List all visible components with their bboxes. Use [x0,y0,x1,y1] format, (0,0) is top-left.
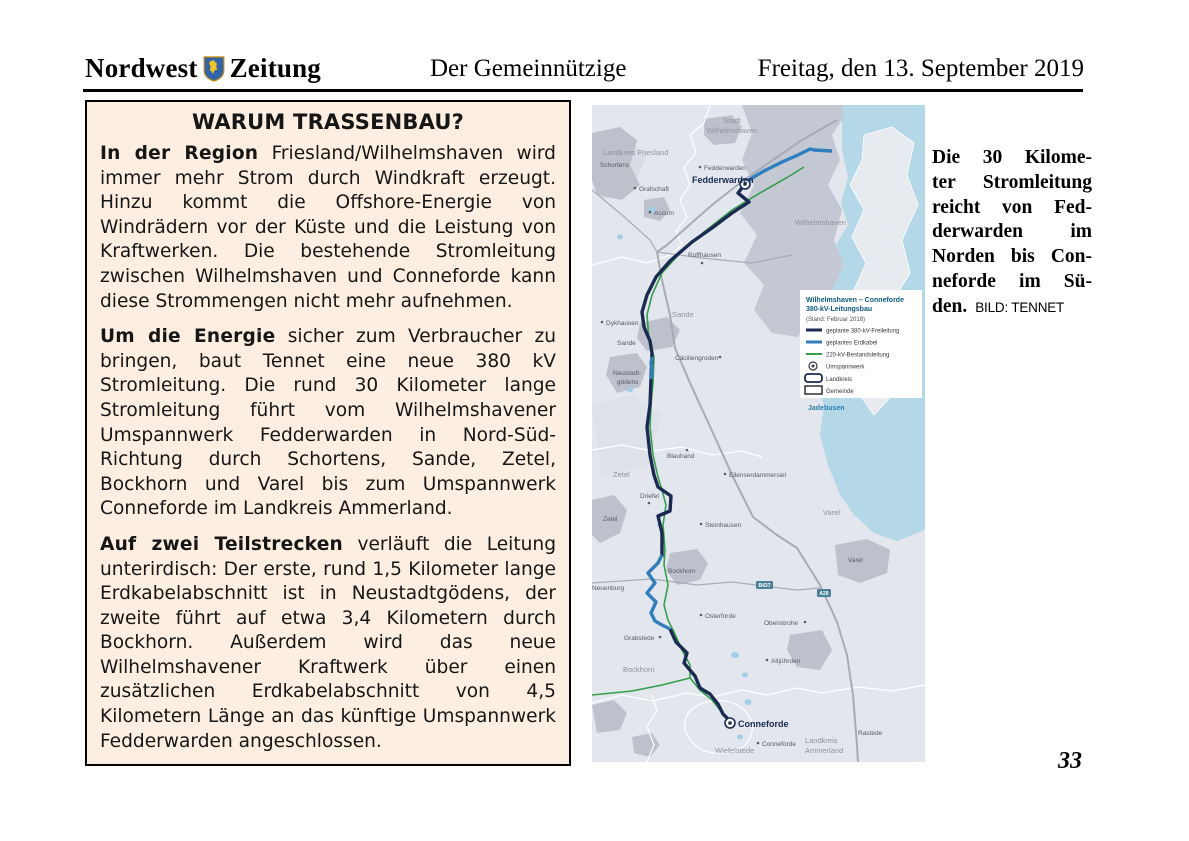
caption-line: Norden bis Con- [932,246,1092,268]
legend-landkreis-icon [805,374,822,382]
map-label-jadebusen: Jadebusen [808,405,845,412]
legend-label: geplante 380-kV-Freileitung [826,328,900,335]
map-label-blauhand: Blauhand [667,453,695,460]
brand-left: Nordwest [85,53,198,83]
caption-line: Die 30 Kilome- [932,147,1092,168]
legend-label: Umspannwerk [826,364,865,371]
map-label-sande-town: Sande [617,340,636,347]
article-paragraph [100,533,556,754]
umspannwerk-symbol-conneforde [725,718,735,728]
brand-right: Zeitung [229,53,322,83]
photo-caption [932,146,1092,321]
paragraph-text: sicher zum Verbraucher zu bringen, baut Tennet eine neue 380 kV Stromleitung. Die rund 30 Kilometer lange Stromleitung führt vom Wilhelmshavener Umspannwerk Fedderwarden in Nord-Süd-Richtung durch Schortens, Sande, Zetel, Bockhorn und Varel bis zum Umspannwerk Conneforde im Landkreis Ammerland. [100,326,557,520]
route-map [592,105,925,762]
map-label-bockhorn-town: Bockhorn [668,568,696,575]
caption-last-line [932,295,1092,321]
legend-title-line1: Wilhelmshaven – Conneforde [806,297,904,304]
map-label-accum: Accum [654,210,674,217]
legend-label: Gemeinde [826,389,854,395]
map-label-wiefelstede: Wiefelstede [715,746,755,755]
map-label-neustadtgoedens-2: gödens [617,379,639,386]
map-label-neustadtgoedens-1: Neustadt- [613,370,642,377]
masthead [85,53,1084,89]
paragraph-text: verläuft die Leitung unterirdisch: Der erste, rund 1,5 Kilometer lange Erdkabelabschnitt ist in Neustadtgödens, der zweite führt auf etwa 3,4 Kilometern durch Bockhorn. Außerdem wird das neue Wilhelmshavener Kraftwerk über einen zusätzlichen Erdkabelabschnitt von 4,5 Kilometern Länge an das künftige Umspannwerk Fedderwarden angeschlossen. [100,533,556,752]
map-label-conneforde-bold: Conneforde [738,719,789,729]
road-badge-a29 [817,589,831,597]
caption-line: ter Stromleitung [932,171,1092,193]
caption-line: reicht von Fed- [932,196,1092,218]
road-badge-b437 [756,581,773,589]
map-label-bockhorn-area: Bockhorn [623,665,655,674]
map-label-steinhausen: Steinhausen [705,522,742,529]
map-label-varel-town: Varel [848,557,863,564]
paragraph-lead: Um die Energie [100,326,276,348]
map-label-dykhausen: Dykhausen [606,320,639,327]
map-label-varel-area: Varel [823,508,840,517]
svg-text:A29: A29 [819,591,829,597]
map-label-grafschaft: Grafschaft [639,186,669,193]
legend-label: 220-kV-Bestandsleitung [826,352,890,359]
map-label-caeciliengroden: Cäciliengroden [675,355,719,362]
paragraph-text: Friesland/Wilhelmshaven wird immer mehr Strom durch Windkraft erzeugt. Hinzu kommt die Offshore-Energie von Windrädern vor der Küste und die Leistung von Kraftwerken. Die bestehende Stromleitung zwischen Wilhelmshaven und Conneforde kann diese Strommengen nicht mehr aufnehmen. [100,143,556,312]
map-label-fedderwarden-small: Fedderwarden [704,165,746,172]
map-label-altjuehrden: Altjührden [771,658,801,665]
caption-line: derwarden im [932,221,1092,243]
article-paragraph [100,325,556,522]
map-label-roffhausen: Roffhausen [688,252,722,259]
map-label-schortens: Schortens [600,162,630,169]
edition-title: Der Gemeinnützige [430,55,627,82]
paragraph-lead: In der Region [100,143,259,164]
map-label-ellenserdammersiel: Ellenserdammersiel [729,472,787,479]
map-label-landkreis-ammerland-2: Ammerland [805,746,844,755]
map-legend [800,290,922,398]
newspaper-brand [85,53,321,84]
page-number: 33 [1058,748,1082,774]
article-title: WARUM TRASSENBAU? [191,110,465,134]
legend-gemeinde-icon [805,386,822,394]
caption-line: neforde im Sü- [932,270,1092,292]
legend-label: Landkreis [826,377,853,383]
issue-date: Freitag, den 13. September 2019 [757,55,1084,82]
map-label-conneforde-small: Conneforde [762,741,796,748]
article-paragraph [100,142,556,314]
caption-end: den. [932,295,968,317]
map-label-wilhelmshaven-area: Wilhelmshaven [795,218,846,227]
masthead-rule [83,89,1083,92]
map-label-stadt-wilhelmshaven: Wilhelmshaven [706,126,758,135]
crest-shield-icon [203,56,225,82]
map-label-stadt: Stadt [723,116,741,125]
map-label-zetel-area: Zetel [613,470,630,479]
map-label-osterforde: Osterforde [705,613,736,620]
map-label-fedderwarden-bold: Fedderwarden [692,175,754,185]
map-label-driefel: Driefel [640,493,659,500]
legend-title-line2: 380-kV-Leitungsbau [806,306,873,313]
legend-subtitle: (Stand: Februar 2018) [806,317,866,323]
map-label-grabstede: Grabstede [624,635,655,642]
map-label-neuenburg: Neuenburg [592,585,625,592]
svg-text:B437: B437 [758,583,771,589]
map-label-landkreis-friesland: Landkreis Friesland [603,148,669,157]
legend-umspannwerk-dot [812,365,815,368]
photo-credit: BILD: TENNET [975,299,1065,315]
map-label-zetel-town: Zetel [603,516,618,523]
legend-label: geplantes Erdkabel [826,340,878,347]
article-box [85,100,571,766]
map-label-sande-area: Sande [672,310,694,319]
map-label-landkreis-ammerland-1: Landkreis [805,736,838,745]
map-label-obenstrohe: Obenstrohe [764,620,798,627]
map-label-rastede: Rastede [858,730,883,737]
paragraph-lead: Auf zwei Teilstrecken [100,533,343,555]
